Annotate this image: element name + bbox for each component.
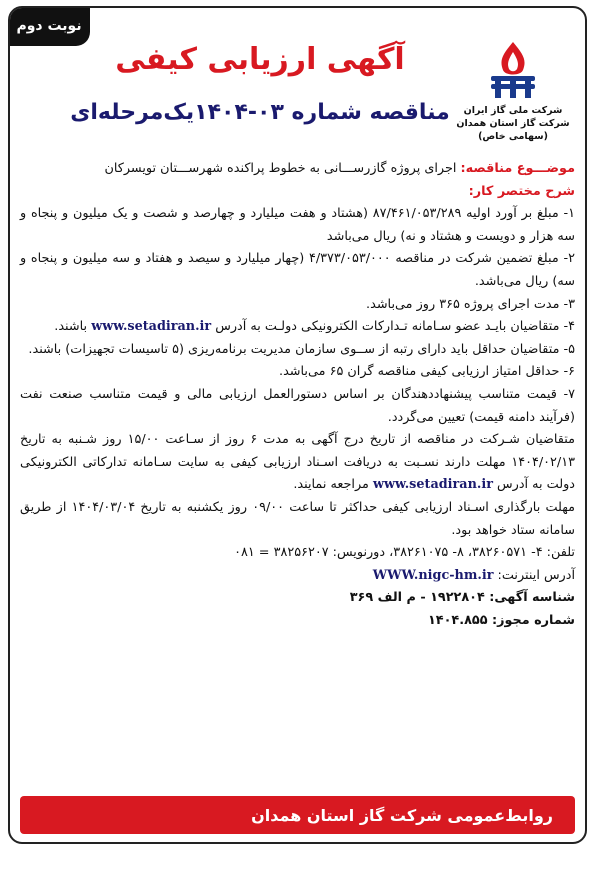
phone-line: تلفن: ۴- ۳۸۲۶۰۵۷۱، ۸- ۳۸۲۶۱۰۷۵، دورنویس: ۳۸۲۵۶۲۰۷ = ۰۸۱ bbox=[234, 545, 575, 561]
second-round-badge: نوبت دوم bbox=[8, 6, 90, 46]
item-6: ۶- حداقل امتیاز ارزیابی کیفی مناقصه گران ۶۵ می‌باشد. bbox=[279, 364, 575, 380]
summary-heading: شرح مختصر کار: bbox=[468, 183, 575, 199]
announcement-body bbox=[20, 158, 575, 632]
paragraph-1 bbox=[20, 429, 575, 497]
ad-id: شناسه آگهی: ۱۹۲۲۸۰۴ - م الف ۳۶۹ bbox=[349, 590, 575, 606]
item-7: ۷- قیمت متناسب پیشنهاددهندگان بر اساس دستورالعمل ارزیابی مالی و قیمت متناسب صنعت نفت (فرآیند دامنه قیمت) تعیین می‌گردد. bbox=[20, 386, 575, 425]
permit-number: شماره مجوز: ۱۴۰۴.۸۵۵ bbox=[427, 612, 575, 628]
page-title: آگهی ارزیابی کیفی bbox=[115, 42, 405, 77]
setadiran-link-2[interactable]: www.setadiran.ir bbox=[372, 477, 493, 493]
website-line bbox=[20, 565, 575, 588]
item-3: ۳- مدت اجرای پروژه ۳۶۵ روز می‌باشد. bbox=[366, 296, 575, 312]
website-label: آدرس اینترنت: bbox=[497, 567, 575, 583]
website-link[interactable]: WWW.nigc-hm.ir bbox=[372, 567, 494, 583]
item-1: ۱- مبلغ بر آورد اولیه ۸۷/۴۶۱/۰۵۳/۲۸۹ (هشتاد و هفت میلیارد و چهارصد و شصت و یک میلیون و پنجاه و سه هزار و دویست و هشتاد و نه) ریال می‌باشد bbox=[20, 206, 576, 244]
company-logo-block bbox=[453, 38, 573, 143]
paragraph-2: مهلت بارگذاری اسـناد ارزیابی کیفی حداکثر تا ساعت ۰۹/۰۰ روز یکشنبه به تاریخ ۱۴۰۴/۰۳/۰۴ از طریق سامانه ستاد خواهد بود. bbox=[20, 499, 576, 538]
company-line-2: شرکت گاز استان همدان bbox=[456, 118, 570, 129]
paragraph-1-text: متقاضیان شـرکت در مناقصه از تاریخ درج آگهی به مدت ۶ روز از سـاعت ۱۵/۰۰ روز شـنبه به تاریخ ۱۴۰۴/۰۲/۱۳ مهلت دارند نسـبت به دریافت اسـناد ارزیابی کیفی به سایت سـامانه تدارکاتی الکترونیکی دولت به آدرس bbox=[20, 432, 575, 493]
footer-banner: روابط‌عمومی شرکت گاز استان همدان bbox=[20, 796, 575, 834]
company-line-1: شرکت ملی گاز ایران bbox=[463, 105, 563, 116]
advertisement-frame bbox=[8, 6, 587, 844]
setadiran-link[interactable]: www.setadiran.ir bbox=[91, 319, 212, 335]
nigc-logo-icon bbox=[481, 38, 545, 102]
subject-line bbox=[20, 158, 575, 181]
tender-number: مناقصه شماره ۰۳-۱۴۰۴یک‌مرحله‌ای bbox=[70, 100, 450, 125]
item-4-text: ۴- متقاضیان بایـد عضو سـامانه تـدارکات الکترونیکی دولـت به آدرس bbox=[215, 319, 575, 335]
item-4-tail: باشند. bbox=[54, 319, 88, 335]
item-5: ۵- متقاضیان حداقل باید دارای رتبه از ســوی سازمان مدیریت برنامه‌ریزی (۵ تاسیسات تجهیزات) باشند. bbox=[28, 341, 575, 357]
item-2: ۲- مبلغ تضمین شرکت در مناقصه ۴/۳۷۳/۰۵۳/۰۰۰ (چهار میلیارد و سیصد و هفتاد و سه میلیون و پنجاه و سه) ریال می‌باشد. bbox=[20, 251, 575, 289]
subject-text: اجرای پروژه گازرســـانی به خطوط پراکنده شهرســـتان تویسرکان bbox=[104, 161, 457, 176]
subject-label: موضـــوع مناقصه: bbox=[460, 161, 575, 176]
item-4 bbox=[20, 316, 575, 339]
company-line-3: (سهامی خاص) bbox=[478, 131, 548, 142]
paragraph-1-tail: مراجعه نمایند. bbox=[293, 477, 369, 493]
